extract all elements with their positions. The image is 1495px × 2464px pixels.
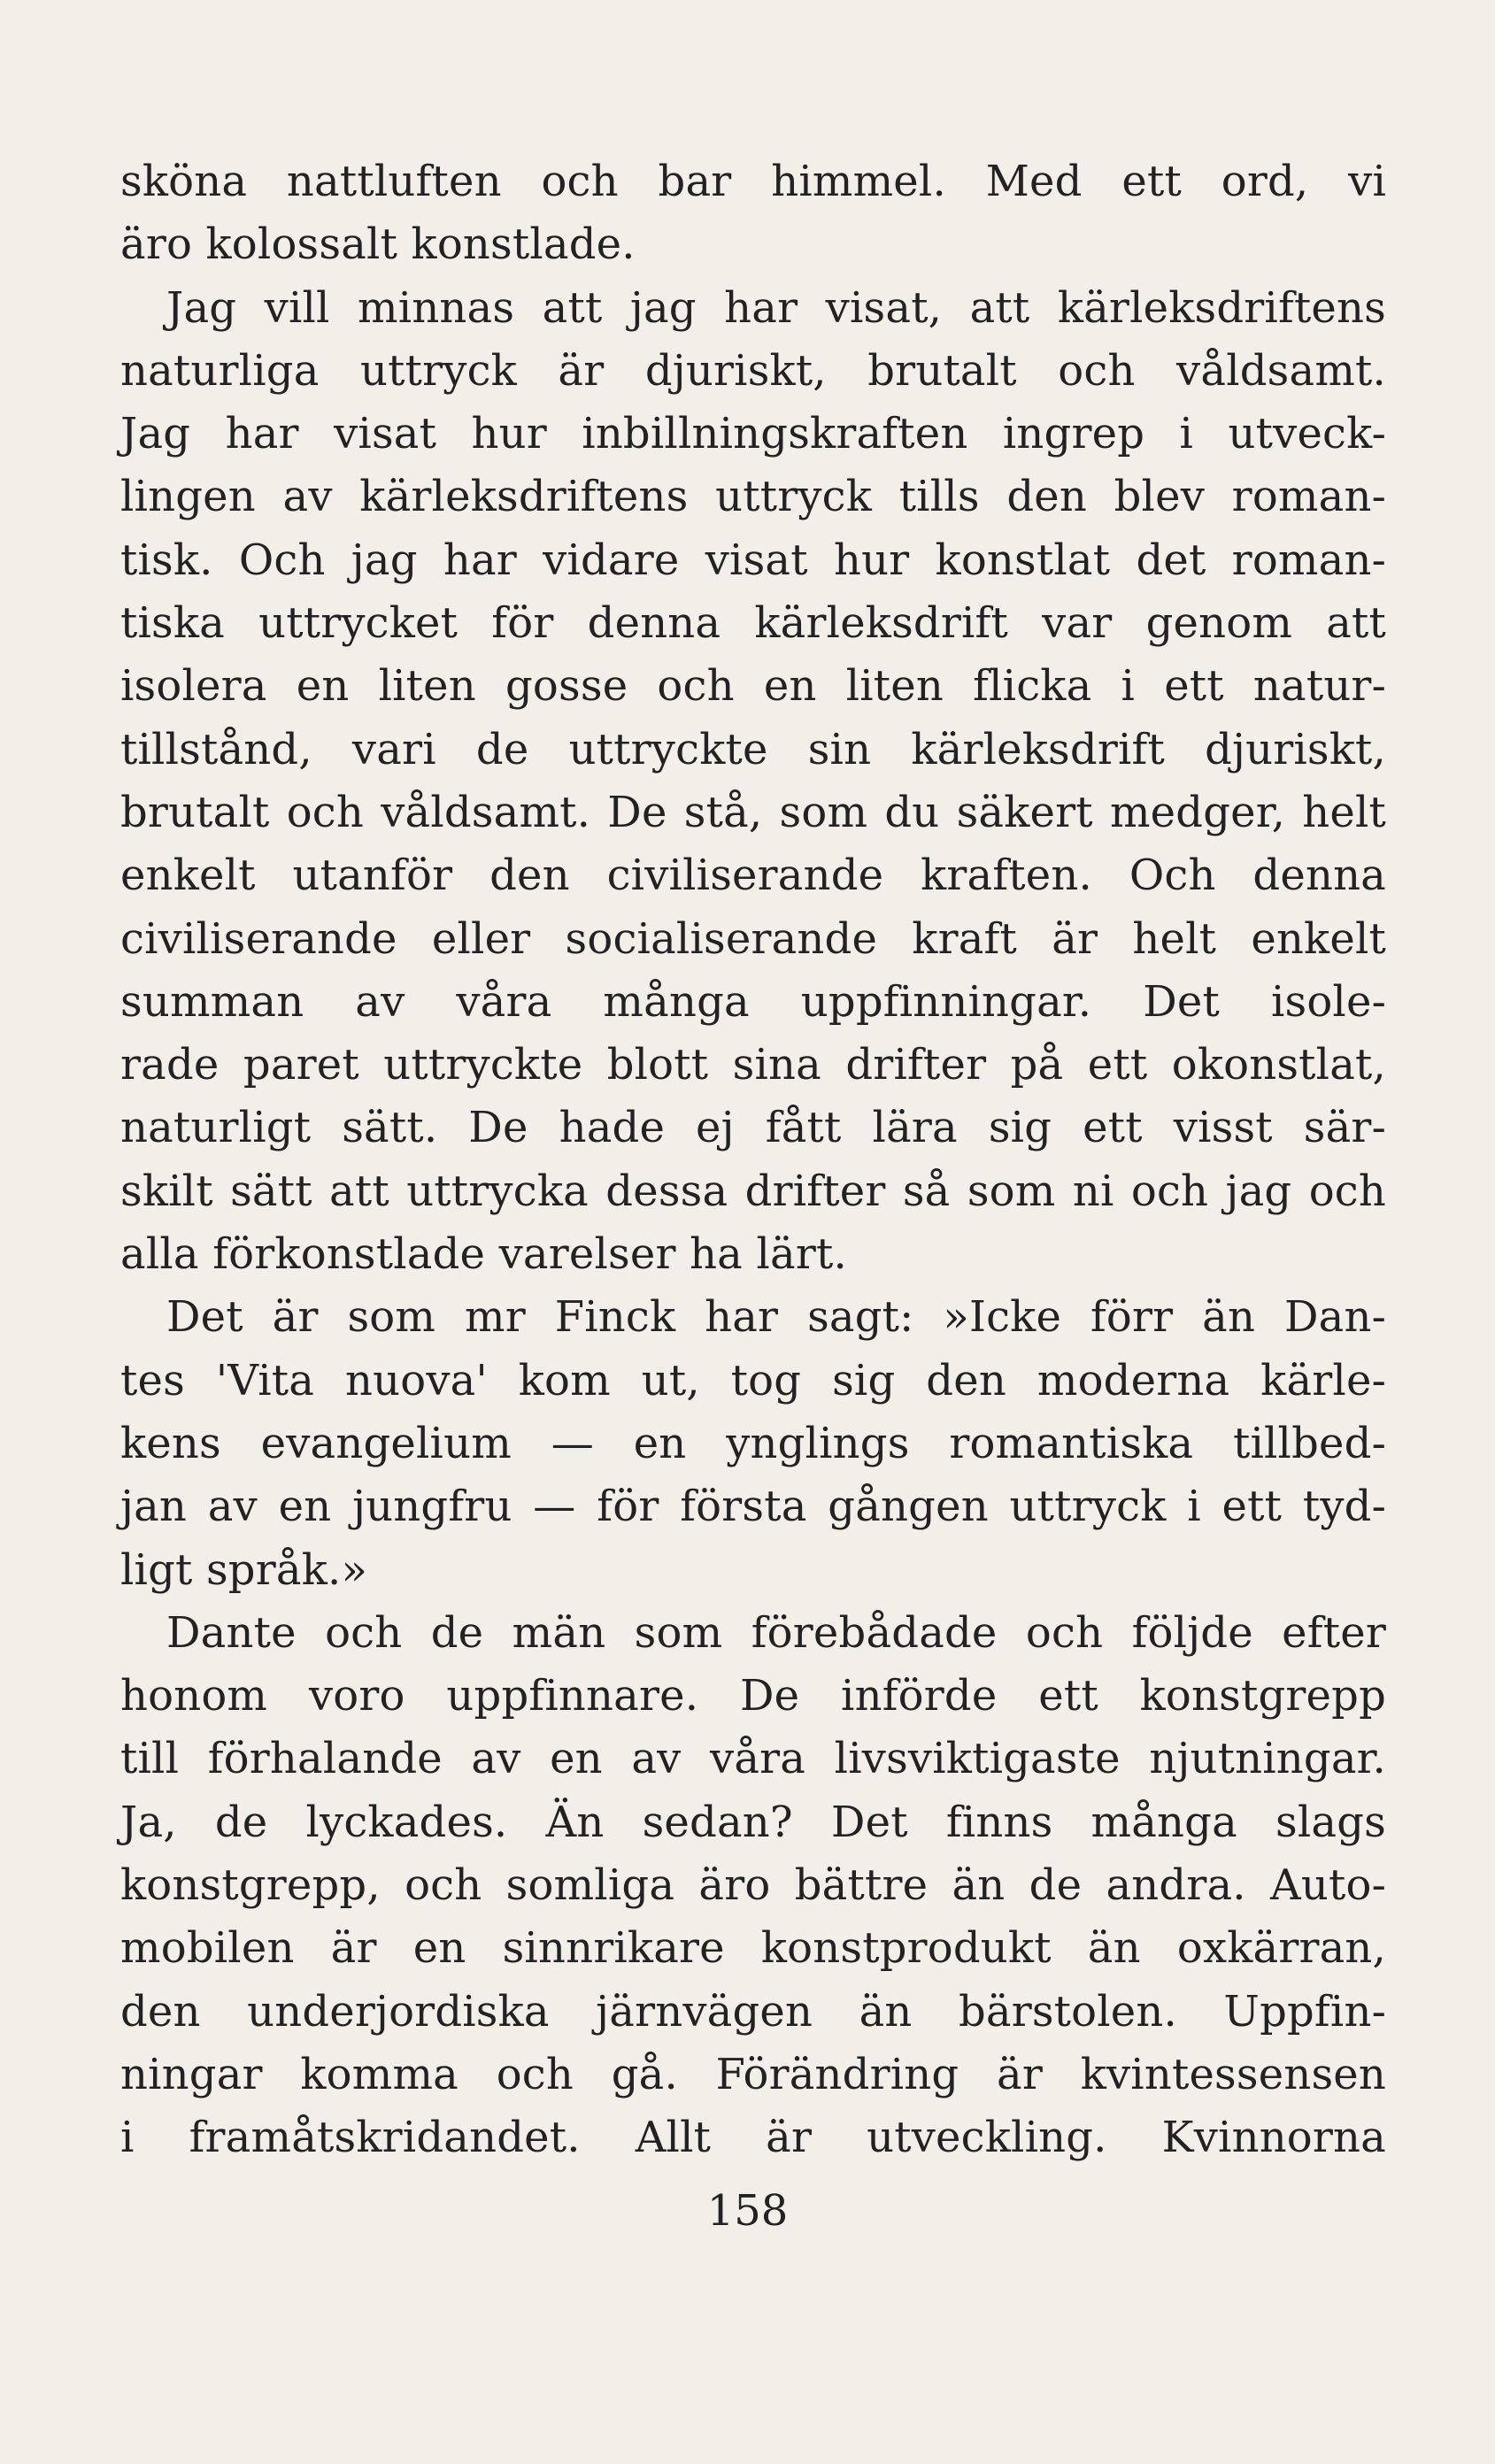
- text-line: honom voro uppfinnare. De införde ett konstgrepp: [120, 1671, 1386, 1721]
- text-line: skilt sätt att uttrycka dessa drifter så som ni och jag och: [120, 1166, 1386, 1216]
- text-line: Det är som mr Finck har sagt: »Icke förr än Dan-: [166, 1292, 1386, 1343]
- text-line: sköna nattluften och bar himmel. Med ett ord, vi: [120, 157, 1386, 206]
- body-text: [120, 150, 1386, 2170]
- text-line: äro kolossalt konstlade.: [120, 219, 636, 270]
- text-line: Jag har visat hur inbillningskraften ingrep i utveck-: [120, 409, 1386, 459]
- text-line: lingen av kärleksdriftens uttryck tills den blev roman-: [120, 472, 1386, 522]
- text-line: i framåtskridandet. Allt är utveckling. Kvinnorna: [120, 2113, 1386, 2163]
- text-line: mobilen är en sinnrikare konstprodukt än oxkärran,: [120, 1923, 1386, 1974]
- text-line: Dante och de män som förebådade och följde efter: [166, 1607, 1386, 1658]
- text-line: naturligt sätt. De hade ej fått lära sig ett visst sär-: [120, 1103, 1386, 1153]
- text-line: konstgrepp, och somliga äro bättre än de andra. Auto-: [120, 1860, 1386, 1911]
- text-line: den underjordiska järnvägen än bärstolen. Uppfin-: [120, 1986, 1386, 2037]
- text-line: ningar komma och gå. Förändring är kvintessensen: [120, 2049, 1386, 2099]
- text-line: ligt språk.»: [120, 1544, 368, 1595]
- text-line: till förhalande av en av våra livsviktigaste njutningar.: [120, 1734, 1386, 1784]
- text-line: tisk. Och jag har vidare visat hur konstlat det roman-: [120, 535, 1386, 585]
- text-line: rade paret uttryckte blott sina drifter på ett okonstlat,: [120, 1040, 1386, 1090]
- text-line: tes 'Vita nuova' kom ut, tog sig den moderna kärle-: [120, 1355, 1386, 1405]
- text-line: naturliga uttryck är djuriskt, brutalt och våldsamt.: [120, 345, 1386, 396]
- text-line: tillstånd, vari de uttryckte sin kärleksdrift djuriskt,: [120, 724, 1386, 774]
- text-line: Jag vill minnas att jag har visat, att kärleksdriftens: [166, 282, 1386, 333]
- text-line: kens evangelium — en ynglings romantiska tillbed-: [120, 1418, 1386, 1468]
- text-line: tiska uttrycket för denna kärleksdrift var genom att: [120, 598, 1386, 649]
- text-line: jan av en jungfru — för första gången uttryck i ett tyd-: [120, 1482, 1386, 1532]
- text-line: alla förkonstlade varelser ha lärt.: [120, 1229, 847, 1280]
- page-number: 158: [706, 2186, 789, 2236]
- text-line: Ja, de lyckades. Än sedan? Det finns många slags: [120, 1797, 1386, 1847]
- text-line: civiliserande eller socialiserande kraft är helt enkelt: [120, 913, 1386, 964]
- text-line: summan av våra många uppfinningar. Det isole-: [120, 976, 1386, 1027]
- text-line: brutalt och våldsamt. De stå, som du säkert medger, helt: [120, 787, 1386, 837]
- text-line: enkelt utanför den civiliserande kraften. Och denna: [120, 851, 1386, 901]
- text-line: isolera en liten gosse och en liten flicka i ett natur-: [120, 661, 1386, 712]
